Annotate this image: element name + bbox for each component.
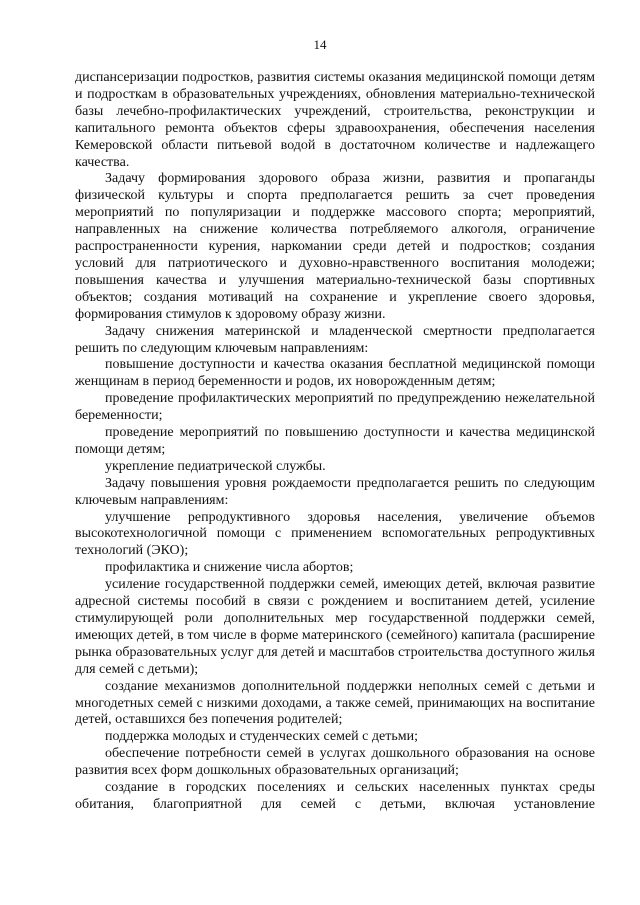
list-item: проведение профилактических мероприятий по предупреждению нежелательной беременности; (75, 391, 595, 424)
page-number: 14 (313, 37, 327, 52)
paragraph: Задачу повышения уровня рождаемости предполагается решить по следующим ключевым направлениям: (75, 475, 595, 508)
list-item: создание в городских поселениях и сельских населенных пунктах среды обитания, благоприятной для семей с детьми, включая установление (75, 780, 595, 812)
list-item: проведение мероприятий по повышению доступности и качества медицинской помощи детям; (75, 425, 595, 457)
document-body (75, 70, 595, 814)
list-item: профилактика и снижение числа абортов; (105, 560, 354, 576)
list-item: обеспечение потребности семей в услугах дошкольного образования на основе развития всех форм дошкольных образовательных организаций; (75, 746, 595, 779)
paragraph: Задачу формирования здорового образа жизни, развития и пропаганды физической культуры и спорта предполагается решить за счет проведения мероприятий по популяризации и поддержке массового спорта; мероприятий, направленных на снижение количества потребляемого алкоголя, ограничение распространенности курения, наркомании среди детей и подростков; создания условий для патриотического и духовно-нравственного воспитания молодежи; повышения качества и улучшения материально-технической базы спортивных объектов; создания мотиваций на сохранение и укрепление своего здоровья, формирования стимулов к здоровому образу жизни. (75, 171, 595, 322)
list-item: усиление государственной поддержки семей, имеющих детей, включая развитие адресной системы пособий в связи с рождением и воспитанием детей, усиление стимулирующей роли дополнительных мер государственной поддержки семей, имеющих детей, в том числе в форме материнского (семейного) капитала (расширение рынка образовательных услуг для детей и масштабов строительства доступного жилья для семей с детьми); (75, 577, 595, 677)
list-item: создание механизмов дополнительной поддержки неполных семей с детьми и многодетных семей с низкими доходами, а также семей, принимающих на воспитание детей, оставшихся без попечения родителей; (75, 678, 595, 728)
paragraph: диспансеризации подростков, развития системы оказания медицинской помощи детям и подросткам в образовательных учреждениях, обновления материально-технической базы лечебно-профилактических учреждений, строительства, реконструкции и капитального ремонта объектов сферы здравоохранения, обеспечения населения Кемеровской области питьевой водой в достаточном количестве и надлежащего качества. (75, 70, 595, 170)
paragraph: Задачу снижения материнской и младенческой смертности предполагается решить по следующим ключевым направлениям: (75, 323, 595, 356)
list-item: поддержка молодых и студенческих семей с детьми; (105, 729, 418, 745)
list-item: укрепление педиатрической службы. (105, 458, 326, 474)
list-item: повышение доступности и качества оказания бесплатной медицинской помощи женщинам в период беременности и родов, их новорожденным детям; (75, 357, 595, 390)
list-item: улучшение репродуктивного здоровья населения, увеличение объемов высокотехнологичной помощи с применением вспомогательных репродуктивных технологий (ЭКО); (75, 509, 595, 559)
